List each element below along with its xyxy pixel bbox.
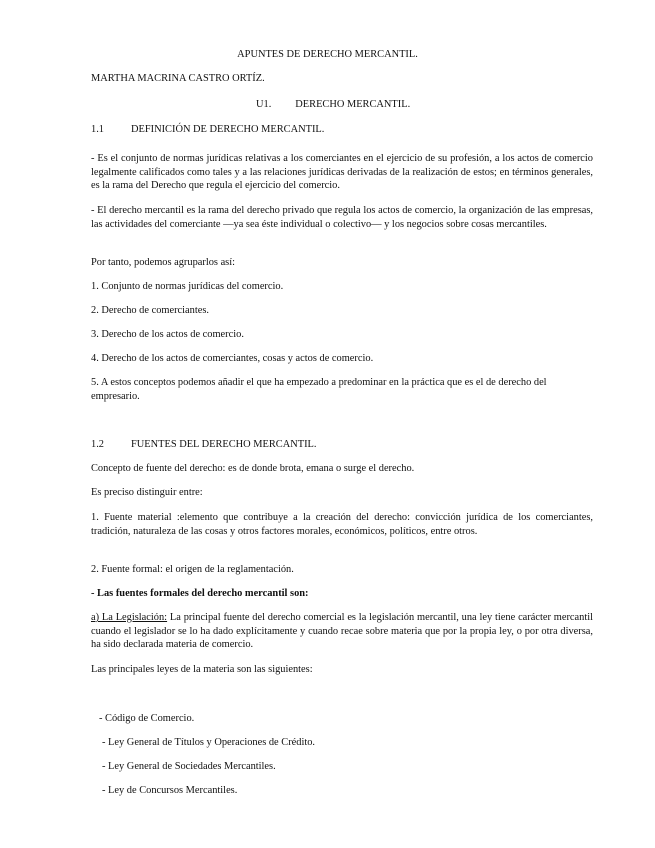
document-title: APUNTES DE DERECHO MERCANTIL. [237,49,418,60]
group-item: 3. Derecho de los actos de comercio. [91,329,244,340]
definition-paragraph-2: - El derecho mercantil es la rama del derecho privado que regula los actos de comercio, la organización de las empresas, las actividades del comerciante —ya sea éste individual o colectivo— y los negocios sobre cosas mercantiles. [91,205,593,230]
author-name: MARTHA MACRINA CASTRO ORTÍZ. [91,73,265,84]
group-item: 5. A estos conceptos podemos añadir el que ha empezado a predominar en la práctica que es el de derecho del empresario. [91,377,547,402]
section-1-heading [91,123,593,137]
section-2-title: FUENTES DEL DERECHO MERCANTIL. [131,439,317,450]
group-item: 2. Derecho de comerciantes. [91,305,209,316]
formal-source-paragraph: 2. Fuente formal: el origen de la reglamentación. [91,564,294,575]
group-item: 4. Derecho de los actos de comerciantes, cosas y actos de comercio. [91,353,374,364]
grouping-intro: Por tanto, podemos agruparlos así: [91,257,236,268]
legislation-text: La principal fuente del derecho comercial es la legislación mercantil, una ley tiene carácter mercantil cuando el legislador se lo ha dado explícitamente y cuando recae sobre materia que por la propia ley, o por otra diversa, ha sido declarada materia de comercio. [91,612,594,651]
unit-heading [256,98,556,112]
law-list-item: - Ley General de Títulos y Operaciones de Crédito. [102,737,316,748]
legislation-label: a) La Legislación: [91,612,168,623]
distinguish-intro: Es preciso distinguir entre: [91,487,203,498]
law-list-item: - Código de Comercio. [99,713,195,724]
source-concept: Concepto de fuente del derecho: es de donde brota, emana o surge el derecho. [91,463,415,474]
section-1-title: DEFINICIÓN DE DERECHO MERCANTIL. [131,124,325,135]
section-2-number: 1.2 [91,439,104,450]
law-list-item: - Ley General de Sociedades Mercantiles. [102,761,276,772]
law-list-item: - Ley de Concursos Mercantiles. [102,785,238,796]
section-1-number: 1.1 [91,124,104,135]
laws-intro: Las principales leyes de la materia son las siguientes: [91,664,313,675]
unit-title: DERECHO MERCANTIL. [295,99,411,110]
unit-number: U1. [256,99,272,110]
section-2-heading [91,438,593,452]
legislation-paragraph [91,611,593,652]
formal-sources-heading: - Las fuentes formales del derecho mercantil son: [91,588,309,599]
material-source-paragraph: 1. Fuente material :elemento que contribuye a la creación del derecho: convicción jurídica de los comerciantes, tradición, naturaleza de las cosas y otros factores morales, económicos, políticos, entre otros. [91,512,593,537]
group-item: 1. Conjunto de normas jurídicas del comercio. [91,281,284,292]
definition-paragraph-1: - Es el conjunto de normas jurídicas relativas a los comerciantes en el ejercicio de su profesión, a los actos de comercio legalmente calificados como tales y a las relaciones jurídicas derivadas de la realización de estos; en términos generales, es la rama del Derecho que regula el ejercicio del comercio. [91,153,593,192]
